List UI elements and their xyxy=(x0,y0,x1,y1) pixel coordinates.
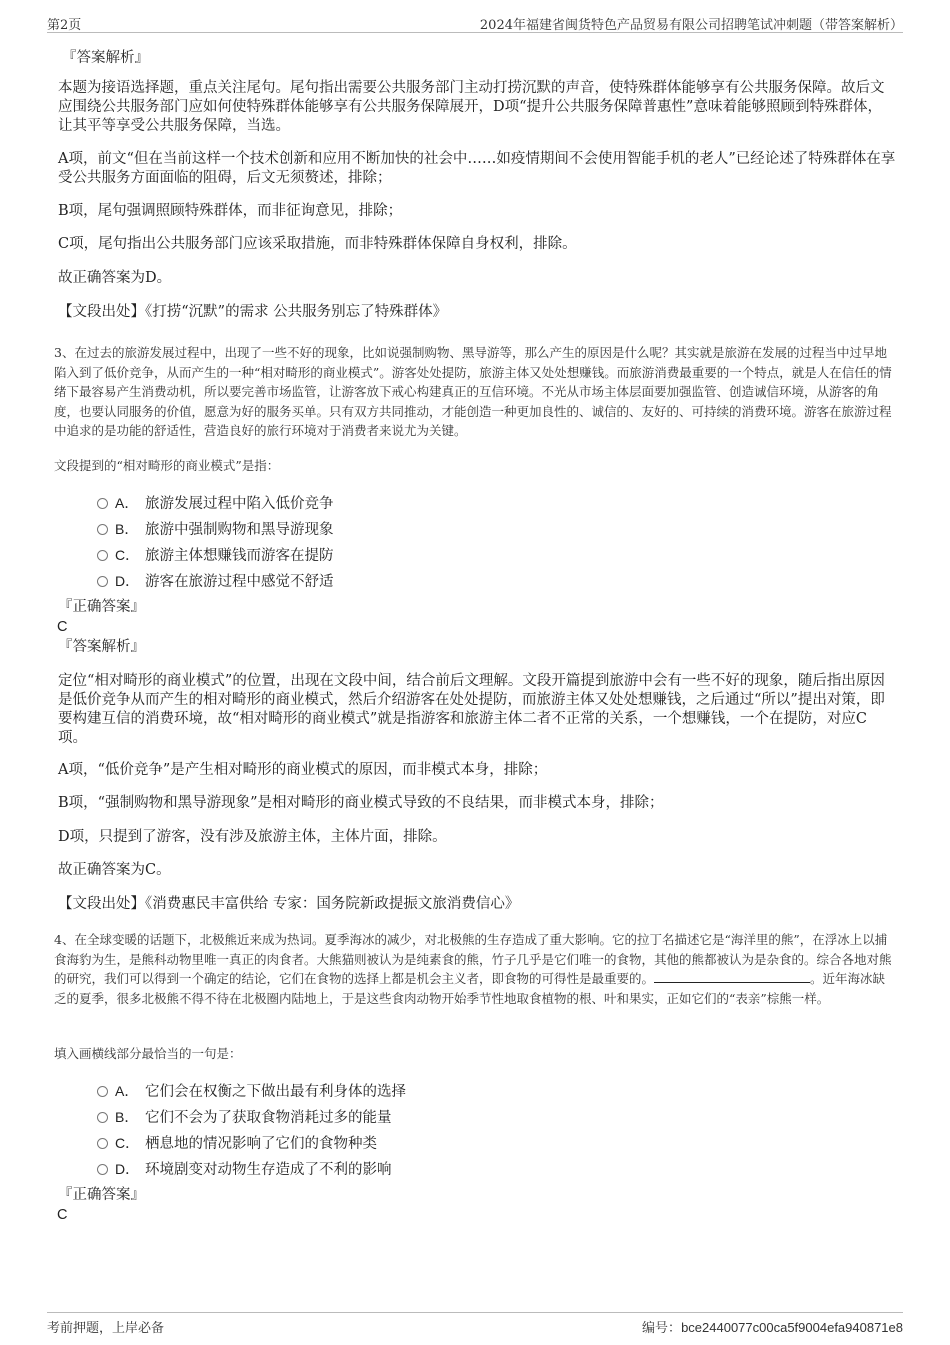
q2-analysis-label: 『答案解析』 xyxy=(62,50,149,66)
q3-analysis: 定位“相对畸形的商业模式”的位置，出现在文段中间，结合前后文理解。文段开篇提到旅游中会有一些不好的现象，随后指出原因是低价竞争从而产生的相对畸形的商业模式，然后介绍游客在处处提防，而旅游主体又处处想赚钱，之后通过“所以”提出对策，即要构建互信的消费环境，故“相对畸形的商业模式”就是指游客和旅游主体二者不正常的关系，一个想赚钱，一个在提防，对应C项。 xyxy=(58,673,885,746)
radio-icon[interactable] xyxy=(97,1138,108,1149)
q2-source: 【文段出处】《打捞“沉默”的需求 公共服务别忘了特殊群体》 xyxy=(58,304,448,320)
fill-in-blank xyxy=(654,970,810,983)
q4-option-a[interactable]: A． 它们会在权衡之下做出最有利身体的选择 xyxy=(97,1080,406,1100)
page-footer xyxy=(47,1312,903,1335)
q4-option-b[interactable]: B． 它们不会为了获取食物消耗过多的能量 xyxy=(97,1106,392,1126)
q3-option-c[interactable]: C． 旅游主体想赚钱而游客在提防 xyxy=(97,544,334,564)
radio-icon[interactable] xyxy=(97,1164,108,1175)
radio-icon[interactable] xyxy=(97,498,108,509)
page-header xyxy=(47,12,903,33)
radio-icon[interactable] xyxy=(97,550,108,561)
q4-answer: C xyxy=(57,1207,68,1223)
q2-option-c-explanation: C项，尾句指出公共服务部门应该采取措施，而非特殊群体保障自身权利，排除。 xyxy=(58,236,577,252)
q3-question: 文段提到的“相对畸形的商业模式”是指： xyxy=(54,458,280,473)
radio-icon[interactable] xyxy=(97,524,108,535)
radio-icon[interactable] xyxy=(97,1112,108,1123)
q3-answer-label: 『正确答案』 xyxy=(58,599,145,615)
q4-question: 填入画横线部分最恰当的一句是： xyxy=(54,1046,242,1061)
q3-answer: C xyxy=(57,619,68,635)
q3-option-d-explanation: D项，只提到了游客，没有涉及旅游主体，主体片面，排除。 xyxy=(58,829,447,845)
q3-analysis-label: 『答案解析』 xyxy=(58,639,145,655)
q3-option-b[interactable]: B． 旅游中强制购物和黑导游现象 xyxy=(97,518,334,538)
q3-source: 【文段出处】《消费惠民丰富供给 专家：国务院新政提振文旅消费信心》 xyxy=(58,896,520,912)
q3-option-a-explanation: A项，“低价竞争”是产生相对畸形的商业模式的原因，而非模式本身，排除； xyxy=(58,762,548,778)
q4-answer-label: 『正确答案』 xyxy=(58,1187,145,1203)
q3-option-b-explanation: B项，“强制购物和黑导游现象”是相对畸形的商业模式导致的不良结果，而非模式本身，排除； xyxy=(58,795,664,811)
q2-option-b-explanation: B项，尾句强调照顾特殊群体，而非征询意见，排除； xyxy=(58,203,403,219)
q2-option-a-explanation: A项，前文“但在当前这样一个技术创新和应用不断加快的社会中……如疫情期间不会使用智能手机的老人”已经论述了特殊群体在享受公共服务方面面临的阻碍，后文无须赘述，排除； xyxy=(58,151,896,186)
q4-passage-post: 。近年海冰缺乏的夏季，很多北极熊不得不待在北极圈内陆地上，于是这些食肉动物开始季节性地取食植物的根、叶和果实，正如它们的“表亲”棕熊一样。 xyxy=(54,971,886,1006)
q3-option-a[interactable]: A． 旅游发展过程中陷入低价竞争 xyxy=(97,492,334,512)
radio-icon[interactable] xyxy=(97,1086,108,1097)
footer-slogan: 考前押题，上岸必备 xyxy=(47,1321,165,1336)
page-number: 第2页 xyxy=(47,18,82,33)
q4-passage-pre: 4、在全球变暖的话题下，北极熊近来成为热词。夏季海冰的减少，对北极熊的生存造成了重大影响。它的拉丁名描述它是“海洋里的熊”，在浮冰上以捕食海豹为生，是熊科动物里唯一真正的肉食者。大熊猫则被认为是纯素食的熊，竹子几乎是它们唯一的食物，其他的熊都被认为是杂食的。综合各地对熊的研究，我们可以得到一个确定的结论，它们在食物的选择上都是机会主义者，即食物的可得性是最重要的。 xyxy=(54,932,892,986)
q3-option-d[interactable]: D． 游客在旅游过程中感觉不舒适 xyxy=(97,570,334,590)
q4-passage xyxy=(54,930,897,1008)
radio-icon[interactable] xyxy=(97,576,108,587)
q2-analysis: 本题为接语选择题，重点关注尾句。尾句指出需要公共服务部门主动打捞沉默的声音，使特殊群体能够享有公共服务保障。故后文应围绕公共服务部门应如何使特殊群体能够享有公共服务保障展开，D项“提升公共服务保障普惠性”意味着能够照顾到特殊群体，让其平等享受公共服务保障，当选。 xyxy=(58,80,885,134)
q4-option-c[interactable]: C． 栖息地的情况影响了它们的食物种类 xyxy=(97,1132,377,1152)
q3-conclusion: 故正确答案为C。 xyxy=(58,862,171,878)
q4-option-d[interactable]: D． 环境剧变对动物生存造成了不利的影响 xyxy=(97,1158,392,1178)
document-title: 2024年福建省闽货特色产品贸易有限公司招聘笔试冲刺题（带答案解析） xyxy=(479,18,903,33)
document-code: 编号：bce2440077c00ca5f9004efa940871e8 xyxy=(642,1320,903,1336)
q3-passage: 3、在过去的旅游发展过程中，出现了一些不好的现象，比如说强制购物、黑导游等，那么产生的原因是什么呢？其实就是旅游在发展的过程当中过早地陷入到了低价竞争，从而产生的一种“相对畸形的商业模式”。游客处处提防，旅游主体又处处想赚钱。而旅游消费最重要的一个特点，就是人在信任的情绪下最容易产生消费动机，所以要完善市场监管，让游客放下戒心构建真正的互信环境。不光从市场主体层面要加强监管、创造诚信环境，从游客的角度，也要认同服务的价值，愿意为好的服务买单。只有双方共同推动，才能创造一种更加良性的、诚信的、友好的、可持续的消费环境。游客在旅游过程中追求的是功能的舒适性，营造良好的旅行环境对于消费者来说尤为关键。 xyxy=(54,345,892,438)
q2-conclusion: 故正确答案为D。 xyxy=(58,270,172,286)
